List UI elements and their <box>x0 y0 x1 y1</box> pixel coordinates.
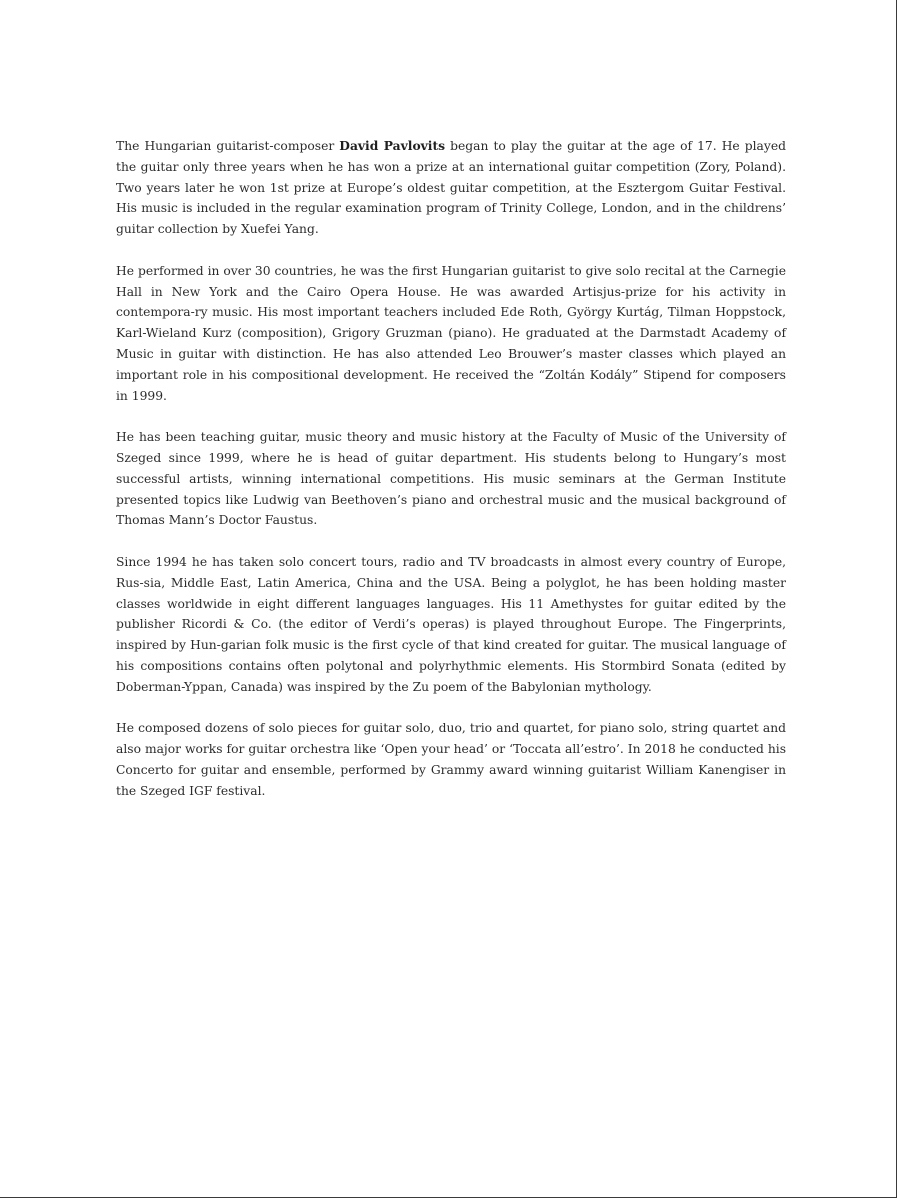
paragraph-intro-text: The Hungarian guitarist-composer <box>116 139 340 153</box>
paragraph-early-career <box>116 136 786 240</box>
paragraph-tours: Since 1994 he has taken solo concert tours, radio and TV broadcasts in almost every country of Europe, Rus-sia, Middle East, Latin America, China and the USA. Being a polyglot, he has been holding master classes worldwide in eight different languages languages. His 11 Amethystes for guitar edited by the publisher Ricordi & Co. (the editor of Verdi’s operas) is played throughout Europe. The Fingerprints, inspired by Hun-garian folk music is the first cycle of that kind created for guitar. The musical language of his compositions contains often polytonal and polyrhythmic elements. His Stormbird Sonata (edited by Doberman-Yppan, Canada) was inspired by the Zu poem of the Babylonian mythology. <box>116 554 786 694</box>
paragraph-performances: He performed in over 30 countries, he was the first Hungarian guitarist to give solo recital at the Carnegie Hall in New York and the Cairo Opera House. He was awarded Artisjus-prize for his activity in contempora-ry music. His most important teachers included Ede Roth, György Kurtág, Tilman Hoppstock, Karl-Wieland Kurz (composition), Grigory Gruzman (piano). He graduated at the Darmstadt Academy of Music in guitar with distinction. He has also attended Leo Brouwer’s master classes which played an important role in his compositional development. He received the “Zoltán Kodály” Stipend for composers in 1999. <box>116 263 786 403</box>
composer-name: David Pavlovits <box>339 138 446 153</box>
biography-text <box>116 136 786 802</box>
paragraph-teaching: He has been teaching guitar, music theory and music history at the Faculty of Music of the University of Szeged since 1999, where he is head of guitar department. His students belong to Hungary’s most successful artists, winning international competitions. His music seminars at the German Institute presented topics like Ludwig van Beethoven’s piano and orchestral music and the musical background of Thomas Mann’s Doctor Faustus. <box>116 430 786 528</box>
paragraph-intro-continuation: began to play the guitar at the age of 17. He played the guitar only three years when he has won a prize at an international guitar competition (Zory, Poland). Two years later he won 1st prize at Europe’s oldest guitar competition, at the Esztergom Guitar Festival. His music is included in the regular examination program of Trinity College, London, and in the childrens’ guitar collection by Xuefei Yang. <box>116 139 786 237</box>
paragraph-compositions: He composed dozens of solo pieces for guitar solo, duo, trio and quartet, for piano solo, string quartet and also major works for guitar orchestra like ‘Open your head’ or ‘Toccata all’estro’. In 2018 he conducted his Concerto for guitar and ensemble, performed by Grammy award winning guitarist William Kanengiser in the Szeged IGF festival. <box>116 721 786 798</box>
